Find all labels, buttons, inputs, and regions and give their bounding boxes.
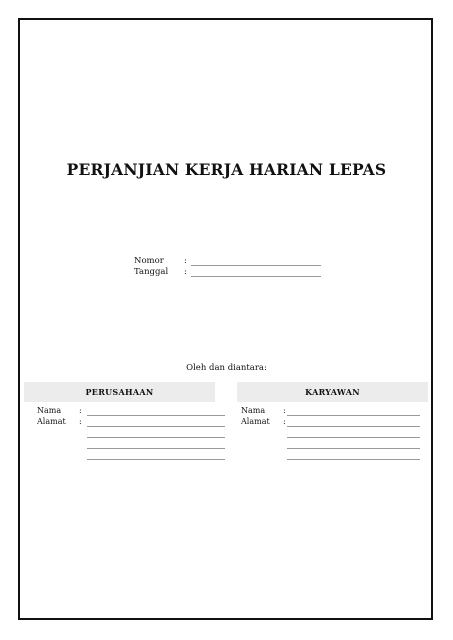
tanggal-label: Tanggal <box>134 267 169 277</box>
employee-address-label: Alamat <box>241 417 270 426</box>
company-heading: PERUSAHAAN <box>24 382 215 402</box>
company-address-colon: : <box>79 417 82 426</box>
employee-address-line-3 <box>287 448 420 449</box>
employee-address-colon: : <box>283 417 286 426</box>
company-panel <box>24 382 215 402</box>
company-address-blank-line <box>87 426 225 427</box>
employee-name-colon: : <box>283 406 286 415</box>
document-title: PERJANJIAN KERJA HARIAN LEPAS <box>66 160 387 179</box>
company-name-colon: : <box>79 406 82 415</box>
employee-heading: KARYAWAN <box>237 382 428 402</box>
company-address-line-2 <box>87 437 225 438</box>
employee-address-line-2 <box>287 437 420 438</box>
employee-panel <box>237 382 428 402</box>
company-address-line-3 <box>87 448 225 449</box>
company-name-label: Nama <box>37 406 62 415</box>
nomor-label: Nomor <box>134 256 164 266</box>
tanggal-blank-line <box>191 276 321 277</box>
company-address-label: Alamat <box>37 417 66 426</box>
employee-address-line-4 <box>287 459 420 460</box>
tanggal-colon: : <box>184 267 187 277</box>
employee-address-blank-line <box>287 426 420 427</box>
parties-intro: Oleh dan diantara: <box>186 363 267 373</box>
employee-name-label: Nama <box>241 406 266 415</box>
employee-name-blank-line <box>287 415 420 416</box>
nomor-colon: : <box>184 256 187 266</box>
company-address-line-4 <box>87 459 225 460</box>
company-name-blank-line <box>87 415 225 416</box>
nomor-blank-line <box>191 265 321 266</box>
page-border <box>18 18 433 620</box>
